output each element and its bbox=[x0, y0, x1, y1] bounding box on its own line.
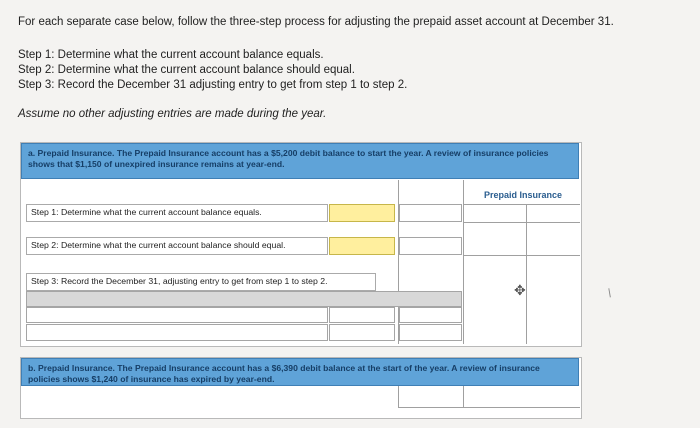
step-2-label: Step 2: Determine what the current account balance should equal. bbox=[26, 237, 328, 255]
t-account-row-1-line bbox=[463, 222, 580, 223]
step-3-text: Step 3: Record the December 31 adjusting entry to get from step 1 to step 2. bbox=[18, 79, 408, 91]
step-1-extra-cell[interactable] bbox=[399, 204, 462, 222]
journal-row-1-account-input[interactable] bbox=[26, 307, 328, 323]
journal-row-2-credit-input[interactable] bbox=[399, 324, 462, 341]
step-2-extra-cell[interactable] bbox=[399, 237, 462, 255]
case-a-description: a. Prepaid Insurance. The Prepaid Insurance account has a $5,200 debit balance to start the year. A review of insurance policies shows that $1,150 of unexpired insurance remains at year-end. bbox=[21, 143, 579, 179]
journal-row-1-credit-input[interactable] bbox=[399, 307, 462, 323]
t-account-left-line bbox=[463, 180, 464, 344]
t-account-top-line bbox=[463, 204, 580, 205]
case-b-description: b. Prepaid Insurance. The Prepaid Insurance account has a $6,390 debit balance at the start of the year. A review of insurance policies shows $1,240 of insurance has expired by year-end. bbox=[21, 358, 579, 386]
assumption-text: Assume no other adjusting entries are made during the year. bbox=[18, 108, 327, 120]
case-b-divider-2 bbox=[463, 386, 464, 408]
case-b-divider-1 bbox=[398, 386, 399, 408]
move-cursor-icon: ✥ bbox=[514, 282, 526, 298]
journal-row-1-debit-input[interactable] bbox=[329, 307, 395, 323]
case-b-bottom-line bbox=[398, 407, 580, 408]
instructions-text: For each separate case below, follow the three-step process for adjusting the prepaid asset account at December 31. bbox=[18, 16, 614, 28]
journal-header-row bbox=[26, 291, 462, 307]
journal-row-2-debit-input[interactable] bbox=[329, 324, 395, 341]
step-list bbox=[18, 48, 407, 93]
step-1-text: Step 1: Determine what the current account balance equals. bbox=[18, 49, 324, 61]
journal-row-2-account-input[interactable] bbox=[26, 324, 328, 341]
step-1-label: Step 1: Determine what the current account balance equals. bbox=[26, 204, 328, 222]
t-account-row-2-line bbox=[463, 255, 580, 256]
step-2-amount-input[interactable] bbox=[329, 237, 395, 255]
stray-mark-icon: / bbox=[605, 285, 615, 301]
t-account-middle-line bbox=[526, 204, 527, 344]
t-account-title: Prepaid Insurance bbox=[483, 190, 563, 200]
step-2-text: Step 2: Determine what the current account balance should equal. bbox=[18, 64, 355, 76]
step-1-amount-input[interactable] bbox=[329, 204, 395, 222]
step-3-label: Step 3: Record the December 31, adjusting entry to get from step 1 to step 2. bbox=[26, 273, 376, 291]
